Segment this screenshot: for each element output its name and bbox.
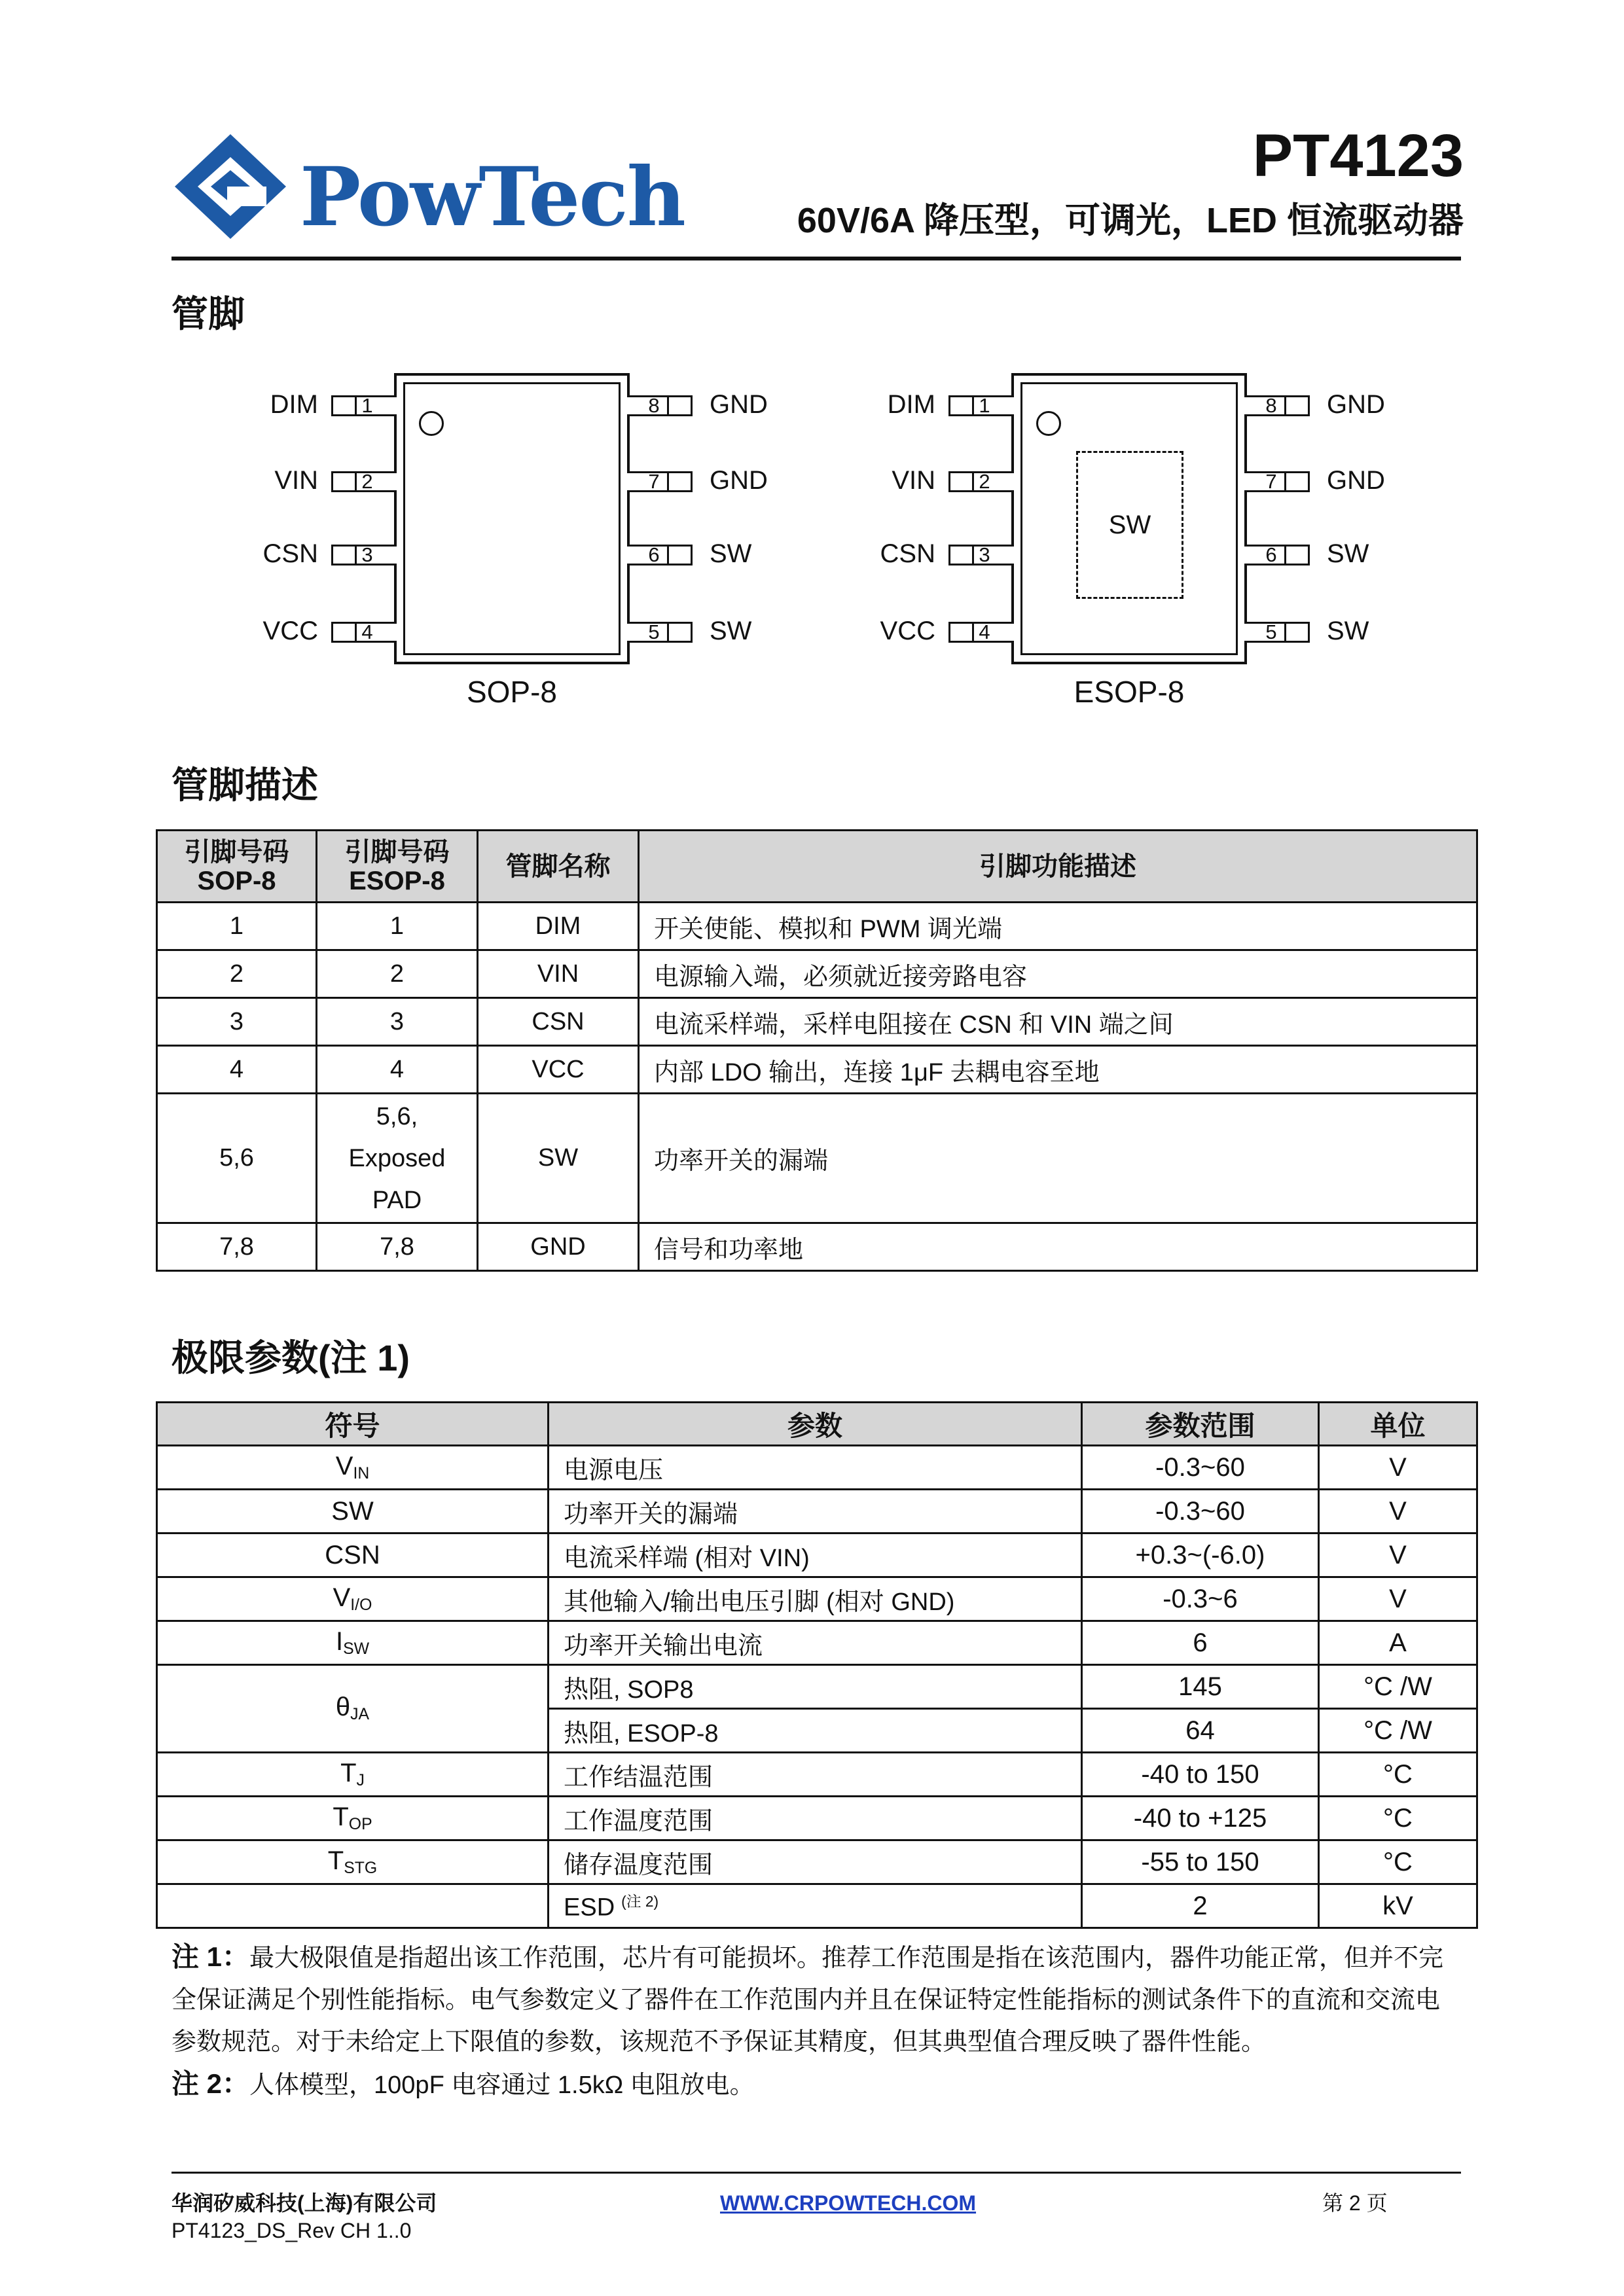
parameter-text: 电流采样端 (相对 VIN) [564, 1544, 810, 1572]
pin-lead-divider [972, 622, 974, 643]
parameter-text: 储存温度范围 [564, 1851, 713, 1879]
cell-sop8-pin: 1 [157, 903, 317, 950]
parameter-text: 热阻, SOP8 [564, 1676, 694, 1704]
pin-lead-divider [972, 471, 974, 492]
cell-pin-function: 内部 LDO 输出，连接 1μF 去耦电容至地 [639, 1046, 1477, 1094]
symbol-text: SW [331, 1496, 374, 1526]
table-row [157, 903, 1477, 950]
cell-parameter [549, 1621, 1082, 1665]
cell-symbol [157, 1446, 549, 1490]
pin-number: 8 [1265, 394, 1277, 417]
col-header-sop8: 引脚号码 SOP-8 [157, 831, 317, 903]
cell-unit: °C /W [1319, 1665, 1477, 1709]
table-row [157, 1797, 1477, 1840]
pin-name-label: VCC [262, 617, 318, 645]
cell-sop8-pin: 5,6 [157, 1094, 317, 1223]
chip-body [1011, 373, 1247, 664]
col-header-symbol: 符号 [157, 1403, 549, 1446]
cell-sop8-pin: 3 [157, 998, 317, 1046]
table-row [157, 950, 1477, 998]
parameter-text: 功率开关输出电流 [564, 1632, 763, 1660]
col-header-parameter: 参数 [549, 1403, 1082, 1446]
cell-range: -0.3~60 [1082, 1490, 1319, 1534]
cell-pin-name: SW [478, 1094, 639, 1223]
pin-lead-divider [972, 395, 974, 416]
pin-lead-divider [1284, 395, 1286, 416]
table-row [157, 1621, 1477, 1665]
footer-page-number: 第 2 页 [1322, 2191, 1388, 2215]
parameter-text: 热阻, ESOP-8 [564, 1719, 719, 1748]
col-header-pin-function: 引脚功能描述 [639, 831, 1477, 903]
cell-pin-name: VCC [478, 1046, 639, 1094]
pin-name-label: GND [710, 466, 768, 495]
pin-name-label: VIN [274, 466, 318, 495]
symbol-subscript: SW [343, 1640, 370, 1659]
symbol-text: θ [335, 1693, 351, 1722]
pin-description-table [156, 829, 1478, 1272]
pin-number: 6 [1265, 543, 1277, 566]
cell-range: -0.3~6 [1082, 1577, 1319, 1621]
cell-symbol [157, 1840, 549, 1884]
pin-name-label: SW [710, 539, 752, 568]
pin-lead-divider [1284, 622, 1286, 643]
pin-name-label: SW [1327, 539, 1369, 568]
cell-range: 6 [1082, 1621, 1319, 1665]
cell-parameter [549, 1753, 1082, 1797]
symbol-text: T [327, 1846, 344, 1875]
cell-parameter [549, 1446, 1082, 1490]
pin-number: 4 [979, 620, 990, 643]
table-row [157, 1223, 1477, 1271]
pin-lead-divider [1284, 471, 1286, 492]
table-row [157, 1094, 1477, 1223]
symbol-subscript: I/O [350, 1596, 372, 1615]
cell-range: -40 to 150 [1082, 1753, 1319, 1797]
cell-symbol [157, 1884, 549, 1928]
cell-symbol [157, 1797, 549, 1840]
cell-sop8-pin: 7,8 [157, 1223, 317, 1271]
pin-name-label: VIN [892, 466, 935, 495]
cell-range: -0.3~60 [1082, 1446, 1319, 1490]
symbol-subscript: OP [348, 1816, 372, 1834]
cell-range: -40 to +125 [1082, 1797, 1319, 1840]
note-1: 注 1：最大极限值是指超出该工作范围，芯片有可能损坏。推荐工作范围是指在该范围内，器件功能正常，但并不完全保证满足个别性能指标。电气参数定义了器件在工作范围内并且在保证特定性能指标的测试条件下的直流和交流电参数规范。对于未给定上下限值的参数，该规范不予保证其精度，但其典型值合理反映了器件性能。 [171, 1941, 1444, 2056]
cell-range: +0.3~(-6.0) [1082, 1534, 1319, 1577]
parameter-text: 功率开关的漏端 [564, 1500, 738, 1528]
pin-name-label: CSN [880, 539, 935, 568]
cell-pin-name: DIM [478, 903, 639, 950]
cell-symbol [157, 1621, 549, 1665]
cell-parameter [549, 1884, 1082, 1928]
cell-parameter [549, 1665, 1082, 1709]
pin1-marker-icon [1036, 411, 1061, 436]
cell-pin-function: 电流采样端，采样电阻接在 CSN 和 VIN 端之间 [639, 998, 1477, 1046]
pin-number: 1 [979, 394, 990, 417]
cell-esop8-pin: 1 [317, 903, 478, 950]
pin-number: 2 [361, 470, 373, 493]
pin-name-label: DIM [887, 390, 935, 419]
package-label: ESOP-8 [1074, 675, 1185, 709]
table-row [157, 1577, 1477, 1621]
cell-parameter [549, 1534, 1082, 1577]
cell-parameter [549, 1490, 1082, 1534]
symbol-text: I [335, 1626, 344, 1656]
col-header-pin-name: 管脚名称 [478, 831, 639, 903]
symbol-text: T [340, 1758, 357, 1787]
symbol-text: CSN [325, 1540, 380, 1570]
pin-name-label: GND [1327, 390, 1385, 419]
pin-name-label: SW [1327, 617, 1369, 645]
pin-name-label: DIM [270, 390, 318, 419]
pin-name-label: GND [1327, 466, 1385, 495]
cell-parameter [549, 1577, 1082, 1621]
note-2: 注 2：人体模型，100pF 电容通过 1.5kΩ 电阻放电。 [171, 2068, 755, 2099]
cell-pin-function: 功率开关的漏端 [639, 1094, 1477, 1223]
table-row [157, 1534, 1477, 1577]
table-row [157, 1753, 1477, 1797]
brand-name: PowTech [300, 150, 685, 245]
absolute-max-table [156, 1401, 1478, 1929]
symbol-subscript: JA [350, 1706, 370, 1724]
section-title-pin-desc: 管脚描述 [171, 764, 318, 806]
pin-number: 3 [979, 543, 990, 566]
cell-sop8-pin: 4 [157, 1046, 317, 1094]
table-row [157, 998, 1477, 1046]
exposed-pad [1076, 451, 1183, 599]
esop8-pin-diagram [0, 0, 1624, 720]
symbol-subscript: J [356, 1772, 365, 1790]
cell-esop8-pin: 7,8 [317, 1223, 478, 1271]
pin-name-label: SW [710, 617, 752, 645]
cell-range: 145 [1082, 1665, 1319, 1709]
parameter-text: 其他输入/输出电压引脚 (相对 GND) [564, 1588, 955, 1616]
pin-name-label: GND [710, 390, 768, 419]
table-row [157, 1490, 1477, 1534]
cell-unit: kV [1319, 1884, 1477, 1928]
cell-parameter [549, 1840, 1082, 1884]
cell-parameter [549, 1797, 1082, 1840]
cell-pin-function: 开关使能、模拟和 PWM 调光端 [639, 903, 1477, 950]
cell-unit: V [1319, 1446, 1477, 1490]
cell-sop8-pin: 2 [157, 950, 317, 998]
pin-number: 8 [648, 394, 660, 417]
symbol-text: V [333, 1583, 351, 1612]
cell-unit: V [1319, 1534, 1477, 1577]
pin-number: 7 [1265, 470, 1277, 493]
footer-doc-id: PT4123_DS_Rev CH 1..0 [171, 2219, 412, 2242]
parameter-note-ref: (注 2) [621, 1893, 659, 1910]
page-subtitle: 60V/6A 降压型，可调光，LED 恒流驱动器 [797, 201, 1464, 240]
cell-range: 64 [1082, 1709, 1319, 1753]
cell-symbol [157, 1490, 549, 1534]
cell-pin-name: VIN [478, 950, 639, 998]
parameter-text: 工作结温范围 [564, 1763, 713, 1791]
footer-website-link[interactable]: WWW.CRPOWTECH.COM [720, 2191, 977, 2215]
footer-divider [171, 2172, 1461, 2174]
cell-pin-function: 信号和功率地 [639, 1223, 1477, 1271]
cell-pin-name: GND [478, 1223, 639, 1271]
part-number: PT4123 [1252, 122, 1464, 189]
pin-number: 7 [648, 470, 660, 493]
cell-unit: V [1319, 1490, 1477, 1534]
cell-unit: °C /W [1319, 1709, 1477, 1753]
parameter-text: 电源电压 [564, 1456, 664, 1484]
package-label: SOP-8 [466, 675, 558, 709]
pin-number: 1 [361, 394, 373, 417]
symbol-text: V [335, 1451, 353, 1480]
pin-number: 4 [361, 620, 373, 643]
section-title-abs-max: 极限参数(注 1) [171, 1337, 410, 1378]
cell-symbol [157, 1753, 549, 1797]
cell-esop8-pin: 3 [317, 998, 478, 1046]
pin-lead-divider [972, 545, 974, 565]
cell-symbol [157, 1534, 549, 1577]
symbol-subscript: IN [353, 1465, 370, 1483]
cell-pin-function: 电源输入端，必须就近接旁路电容 [639, 950, 1477, 998]
cell-unit: V [1319, 1577, 1477, 1621]
col-header-esop8: 引脚号码 ESOP-8 [317, 831, 478, 903]
pin-number: 6 [648, 543, 660, 566]
cell-esop8-pin: 4 [317, 1046, 478, 1094]
cell-unit: °C [1319, 1840, 1477, 1884]
cell-range: -55 to 150 [1082, 1840, 1319, 1884]
cell-symbol [157, 1665, 549, 1753]
pin-number: 5 [1265, 620, 1277, 643]
pin-lead-divider [1284, 545, 1286, 565]
pin-name-label: CSN [262, 539, 318, 568]
table-row [157, 1046, 1477, 1094]
pin-number: 3 [361, 543, 373, 566]
parameter-text: 工作温度范围 [564, 1807, 713, 1835]
cell-unit: A [1319, 1621, 1477, 1665]
parameter-text: ESD [564, 1893, 615, 1922]
pin-name-label: VCC [880, 617, 935, 645]
col-header-unit: 单位 [1319, 1403, 1477, 1446]
exposed-pad-label: SW [1108, 510, 1151, 539]
section-title-pins: 管脚 [171, 293, 245, 334]
table-row [157, 1665, 1477, 1709]
pin-number: 5 [648, 620, 660, 643]
col-header-range: 参数范围 [1082, 1403, 1319, 1446]
table-row [157, 1840, 1477, 1884]
cell-pin-name: CSN [478, 998, 639, 1046]
cell-symbol [157, 1577, 549, 1621]
cell-unit: °C [1319, 1753, 1477, 1797]
cell-parameter [549, 1709, 1082, 1753]
pin-number: 2 [979, 470, 990, 493]
cell-range: 2 [1082, 1884, 1319, 1928]
table-row [157, 1884, 1477, 1928]
cell-esop8-pin: 5,6, Exposed PAD [317, 1094, 478, 1223]
cell-unit: °C [1319, 1797, 1477, 1840]
cell-esop8-pin: 2 [317, 950, 478, 998]
table-row [157, 1446, 1477, 1490]
symbol-text: T [333, 1802, 349, 1831]
symbol-subscript: STG [344, 1859, 378, 1878]
footer-company: 华润矽威科技(上海)有限公司 [171, 2191, 437, 2215]
